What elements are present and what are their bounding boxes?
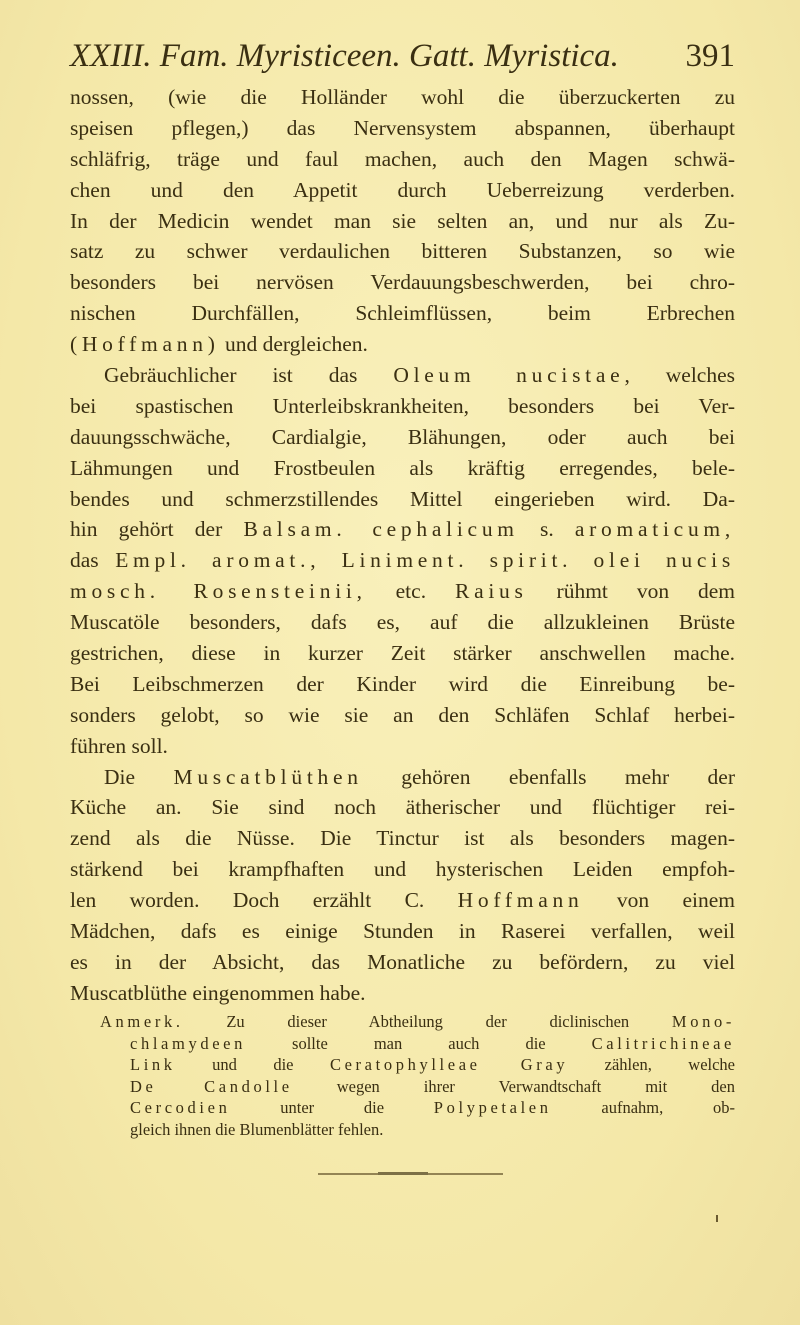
text-run: und dergleichen. <box>219 332 368 357</box>
text-run: sonders gelobt, so wie sie an den Schläfen Schlaf herbei- <box>70 702 735 727</box>
text-run: Lähmungen und Frostbeulen als kräftig erregendes, bele- <box>70 455 735 480</box>
text-run: stärkend bei krampfhaften und hysterischen Leiden empfoh- <box>70 857 735 882</box>
text-run: besonders bei nervösen Verdauungsbeschwerden, bei chro- <box>70 270 735 295</box>
emphasized-term: Polypetalen <box>433 1098 552 1118</box>
emphasized-term: (Hoffmann) <box>70 332 220 357</box>
text-run: , welches <box>624 363 735 388</box>
emphasized-term: Calitrichineae <box>591 1033 735 1053</box>
text-line <box>70 484 735 515</box>
note-line <box>100 1011 735 1033</box>
text-line <box>70 916 735 947</box>
text-run: unter die <box>230 1098 434 1118</box>
text-run: nischen Durchfällen, Schleimflüssen, beim Erbrechen <box>70 301 735 326</box>
text-run: von einem <box>583 888 735 913</box>
running-header <box>70 36 735 76</box>
text-line <box>70 607 735 638</box>
text-run: wegen ihrer Verwandtschaft mit den <box>292 1076 735 1096</box>
note-line <box>100 1097 735 1119</box>
text-line <box>70 762 735 793</box>
text-line <box>70 206 735 237</box>
text-run: hin gehört der <box>70 517 244 542</box>
text-run: aufnahm, ob- <box>551 1098 735 1118</box>
text-run: nossen, (wie die Holländer wohl die überzuckerten zu <box>70 85 735 109</box>
text-run: In der Medicin wendet man sie selten an, und nur als Zu- <box>70 208 735 233</box>
text-run: zend als die Nüsse. Die Tinctur ist als besonders magen- <box>70 826 735 851</box>
main-text <box>70 82 735 1009</box>
text-line <box>70 453 735 484</box>
text-run: sollte man auch die <box>246 1033 592 1053</box>
text-line <box>70 267 735 298</box>
section-divider <box>318 1173 503 1175</box>
text-run: gehören ebenfalls mehr der <box>362 764 735 789</box>
emphasized-term: Mono- <box>671 1012 735 1031</box>
emphasized-term: De Candolle <box>130 1076 293 1096</box>
text-line <box>70 669 735 700</box>
text-run: speisen pflegen,) das Nervensystem abspannen, überhaupt <box>70 115 735 140</box>
text-run: gleich ihnen die Blumenblätter fehlen. <box>130 1119 384 1139</box>
text-line <box>70 236 735 267</box>
emphasized-term: Raius <box>455 579 528 604</box>
text-run: zählen, welche <box>568 1055 736 1075</box>
page-number: 391 <box>685 38 735 74</box>
note-line <box>100 1033 735 1055</box>
chapter-heading: XXIII. Fam. Myristiceen. Gatt. Myristica. <box>70 38 619 74</box>
text-line <box>70 422 735 453</box>
text-run: Die <box>104 764 174 789</box>
emphasized-term: aromaticum, <box>574 517 735 542</box>
text-run: Muscatblüthe eingenommen habe. <box>70 980 366 1005</box>
emphasized-term: Ceratophylleae Gray <box>329 1055 569 1075</box>
text-run: Küche an. Sie sind noch ätherischer und flüchtiger rei- <box>70 795 735 820</box>
text-line <box>70 113 735 144</box>
text-run: schläfrig, träge und faul machen, auch den Magen schwä- <box>70 146 735 171</box>
text-line <box>70 792 735 823</box>
emphasized-term: Cercodien <box>130 1098 231 1118</box>
text-line <box>70 576 735 607</box>
text-line <box>70 298 735 329</box>
text-run: Mädchen, dafs es einige Stunden in Raserei verfallen, weil <box>70 919 735 944</box>
text-run: bei spastischen Unterleibskrankheiten, besonders bei Ver- <box>70 393 735 418</box>
text-run: s. <box>518 517 575 542</box>
note-line <box>100 1076 735 1098</box>
text-run: satz zu schwer verdaulichen bitteren Substanzen, so wie <box>70 239 735 264</box>
text-run: dauungsschwäche, Cardialgie, Blähungen, oder auch bei <box>70 424 735 449</box>
text-line <box>70 514 735 545</box>
text-run: Zu dieser Abtheilung der diclinischen <box>183 1012 672 1031</box>
text-line <box>70 823 735 854</box>
footnote-anmerkung <box>100 1011 735 1141</box>
text-run: Bei Leibschmerzen der Kinder wird die Einreibung be- <box>70 671 735 696</box>
text-run: etc. <box>366 579 455 604</box>
emphasized-term: mosch. Rosensteinii, <box>70 579 367 604</box>
emphasized-term: chlamydeen <box>130 1033 247 1053</box>
note-line <box>100 1119 735 1141</box>
text-run: das <box>70 548 116 573</box>
text-line <box>70 885 735 916</box>
text-line <box>70 175 735 206</box>
text-run: und die <box>175 1055 330 1075</box>
text-run: len worden. Doch erzählt C. <box>70 888 458 913</box>
emphasized-term: Link <box>130 1055 176 1075</box>
text-line <box>70 731 735 762</box>
text-run: führen soll. <box>70 733 168 758</box>
text-line <box>70 144 735 175</box>
text-line <box>70 854 735 885</box>
text-line <box>70 947 735 978</box>
text-line <box>70 391 735 422</box>
text-run: Muscatöle besonders, dafs es, auf die allzukleinen Brüste <box>70 610 735 635</box>
text-line <box>70 82 735 113</box>
text-run: chen und den Appetit durch Ueberreizung verderben. <box>70 177 735 202</box>
emphasized-term: Hoffmann <box>457 888 584 913</box>
text-line <box>70 978 735 1009</box>
text-run: gestrichen, diese in kurzer Zeit stärker anschwellen mache. <box>70 641 735 666</box>
text-line <box>70 638 735 669</box>
emphasized-term: Balsam. cephalicum <box>243 517 519 542</box>
emphasized-term: Oleum nucistae <box>393 363 625 388</box>
text-line <box>70 360 735 391</box>
text-run: rühmt von dem <box>527 579 736 604</box>
text-line <box>70 329 735 360</box>
text-run: bendes und schmerzstillendes Mittel eingerieben wird. Da- <box>70 486 735 511</box>
emphasized-term: Anmerk. <box>100 1012 184 1031</box>
text-run: Gebräuchlicher ist das <box>104 363 394 388</box>
emphasized-term: Empl. aromat., Liniment. spirit. olei nucis <box>115 548 735 573</box>
text-line <box>70 545 735 576</box>
print-mark <box>716 1215 718 1222</box>
note-line <box>100 1054 735 1076</box>
text-run: es in der Absicht, das Monatliche zu befördern, zu viel <box>70 949 735 974</box>
emphasized-term: Muscatblüthen <box>173 764 363 789</box>
text-line <box>70 700 735 731</box>
